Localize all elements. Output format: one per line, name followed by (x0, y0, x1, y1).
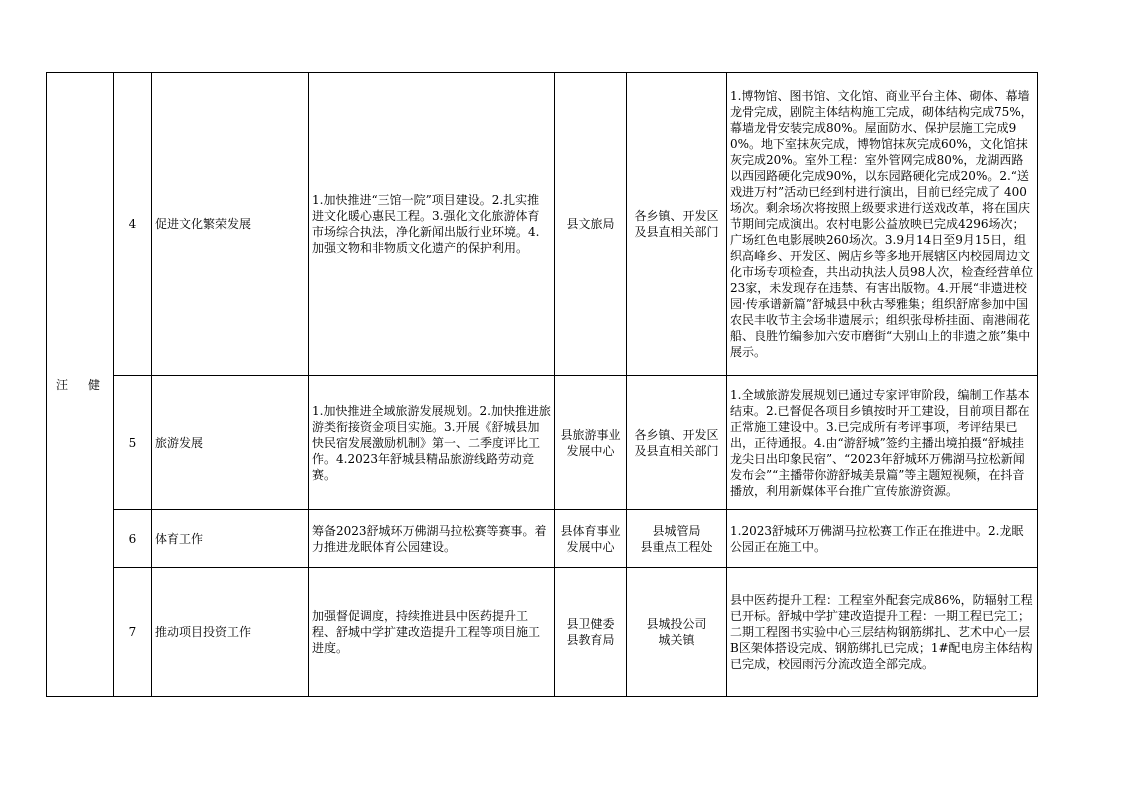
row-number: 7 (114, 568, 152, 697)
lead-unit: 县旅游事业发展中心 (555, 376, 627, 510)
row-number: 4 (114, 73, 152, 376)
row-number: 5 (114, 376, 152, 510)
task-measures: 加强督促调度，持续推进县中医药提升工程、舒城中学扩建改造提升工程等项目施工进度。 (309, 568, 555, 697)
lead-unit: 县卫健委 县教育局 (555, 568, 627, 697)
table-row (47, 376, 1038, 510)
task-name: 促进文化繁荣发展 (152, 73, 309, 376)
task-measures: 1.加快推进“三馆一院”项目建设。2.扎实推进文化暖心惠民工程。3.强化文化旅游体育市场综合执法，净化新闻出版行业环境。4.加强文物和非物质文化遗产的保护利用。 (309, 73, 555, 376)
task-name: 旅游发展 (152, 376, 309, 510)
cooperating-units: 各乡镇、开发区及县直相关部门 (627, 376, 727, 510)
task-measures: 筹备2023舒城环万佛湖马拉松赛等赛事。着力推进龙眠体育公园建设。 (309, 510, 555, 568)
cooperating-units: 各乡镇、开发区及县直相关部门 (627, 73, 727, 376)
task-name: 推动项目投资工作 (152, 568, 309, 697)
table-row (47, 73, 1038, 376)
lead-unit: 县体育事业发展中心 (555, 510, 627, 568)
progress-status: 县中医药提升工程：工程室外配套完成86%，防辐射工程已开标。舒城中学扩建改造提升工程：一期工程已完工；二期工程图书实验中心三层结构钢筋绑扎、艺术中心一层B区架体搭设完成、钢筋绑扎已完成；1#配电房主体结构已完成，校园雨污分流改造全部完成。 (727, 568, 1038, 697)
progress-status: 1.全域旅游发展规划已通过专家评审阶段，编制工作基本结束。2.已督促各项目乡镇按时开工建设，目前项目都在正常施工建设中。3.已完成所有考评事项，考评结果已出，正待通报。4.由“游舒城”签约主播出境拍摄“舒城挂龙尖日出印象民宿”、“2023年舒城环万佛湖马拉松新闻发布会”“主播带你游舒城美景篇”等主题短视频，在抖音播放，利用新媒体平台推广宣传旅游资源。 (727, 376, 1038, 510)
row-number: 6 (114, 510, 152, 568)
table-row (47, 568, 1038, 697)
cooperating-units: 县城管局 县重点工程处 (627, 510, 727, 568)
leader-cell: 汪 健 (47, 73, 114, 697)
table-row (47, 510, 1038, 568)
task-name: 体育工作 (152, 510, 309, 568)
task-measures: 1.加快推进全域旅游发展规划。2.加快推进旅游类衔接资金项目实施。3.开展《舒城县加快民宿发展激励机制》第一、二季度评比工作。4.2023年舒城县精品旅游线路劳动竞赛。 (309, 376, 555, 510)
progress-status: 1.博物馆、图书馆、文化馆、商业平台主体、砌体、幕墙龙骨完成，剧院主体结构施工完成，砌体结构完成75%，幕墙龙骨安装完成80%。屋面防水、保护层施工完成90%。地下室抹灰完成，博物馆抹灰完成60%，文化馆抹灰完成20%。室外工程：室外管网完成80%，龙湖西路以西园路硬化完成90%，以东园路硬化完成20%。2.“送戏进万村”活动已经到村进行演出，目前已经完成了 400 场次。剩余场次将按照上级要求进行送戏改革，将在国庆节期间完成演出。农村电影公益放映已完成4296场次；广场红色电影展映260场次。3.9月14日至9月15日，组织高峰乡、开发区、阙店乡等多地开展辖区内校园周边文化市场专项检查，共出动执法人员98人次，检查经营单位23家，未发现存在违禁、有害出版物。4.开展“非遗进校园·传承谱新篇”舒城县中秋古琴雅集；组织舒席参加中国农民丰收节主会场非遗展示；组织张母桥挂面、南港闹花船、良胜竹编参加六安市磨街“大别山上的非遗之旅”集中展示。 (727, 73, 1038, 376)
work-progress-table (46, 72, 1038, 697)
cooperating-units: 县城投公司 城关镇 (627, 568, 727, 697)
lead-unit: 县文旅局 (555, 73, 627, 376)
progress-status: 1.2023舒城环万佛湖马拉松赛工作正在推进中。2.龙眠公园正在施工中。 (727, 510, 1038, 568)
